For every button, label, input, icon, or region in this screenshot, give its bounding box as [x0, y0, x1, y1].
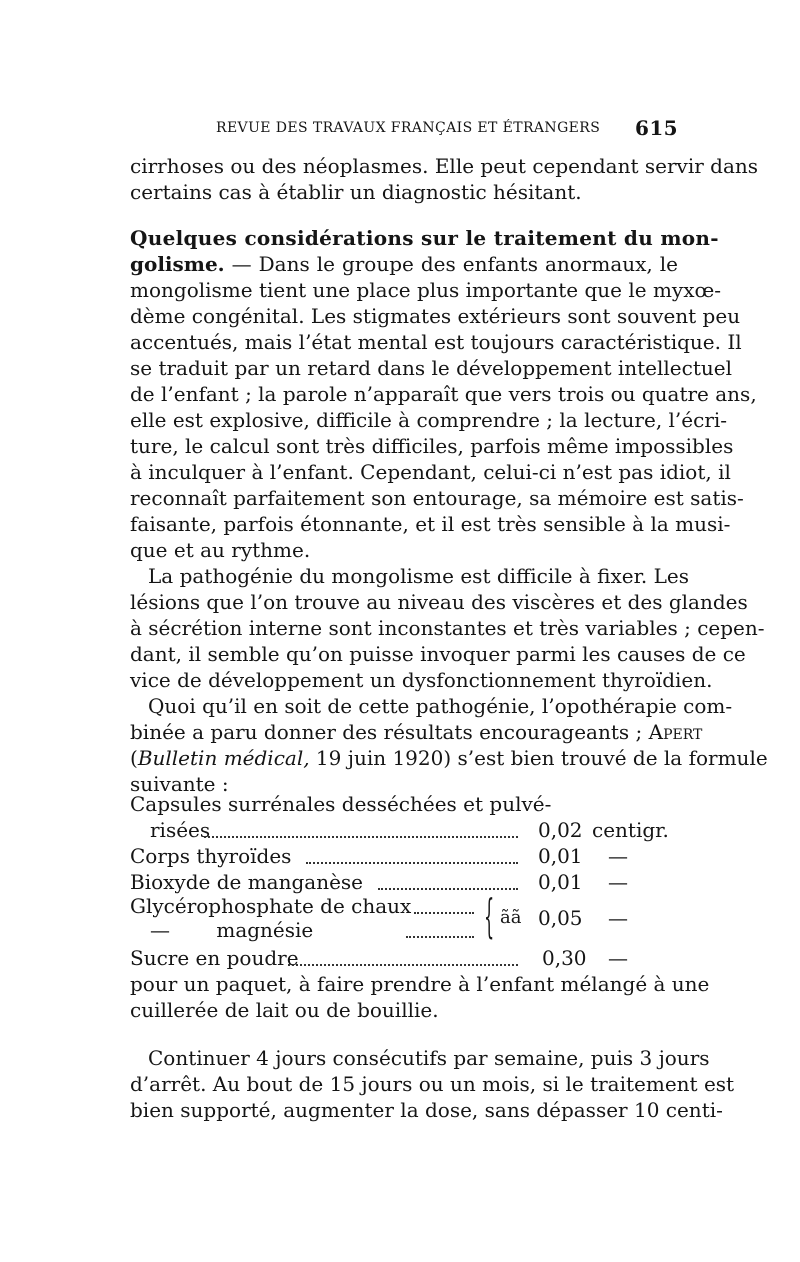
ingredient-quantity: 0,01 — [538, 870, 583, 894]
formula-row — [130, 944, 678, 972]
text-line: certains cas à établir un diagnostic hésitant. — [130, 180, 582, 204]
curly-brace-icon: { — [484, 889, 495, 943]
ingredient-quantity: 0,05 — [538, 906, 583, 930]
text-line — [130, 250, 678, 278]
formula-row — [130, 816, 678, 844]
text-line: suivante : — [130, 772, 229, 796]
dot-leader — [406, 936, 474, 938]
text-line — [130, 744, 768, 772]
journal-title: Bulletin médical, — [137, 746, 310, 770]
formula-row — [130, 790, 678, 818]
ingredient-name: Sucre en poudre — [130, 946, 299, 970]
text-line: dème congénital. Les stigmates extérieurs sont souvent peu — [130, 304, 741, 328]
dot-leader — [306, 862, 518, 864]
text-run: 19 juin 1920) s’est bien trouvé de la formule — [309, 746, 768, 770]
text-line: à sécrétion interne sont inconstantes et très variables ; cepen- — [130, 616, 765, 640]
ingredient-unit: centigr. — [592, 818, 669, 842]
text-line: ture, le calcul sont très difficiles, parfois même impossibles — [130, 434, 734, 458]
author-name: Apert — [648, 720, 703, 744]
text-run: ( — [130, 746, 138, 770]
ingredient-name: Bioxyde de manganèse — [130, 870, 364, 894]
text-line: d’arrêt. Au bout de 15 jours ou un mois, si le traitement est — [130, 1072, 735, 1096]
dot-leader — [204, 836, 518, 838]
text-line: reconnaît parfaitement son entourage, sa mémoire est satis- — [130, 486, 744, 510]
ingredient-name: Glycérophosphate de chaux — [130, 894, 412, 918]
text-line: que et au rythme. — [130, 538, 311, 562]
formula-row — [130, 842, 678, 870]
ingredient-name: risées — [150, 818, 211, 842]
text-line: elle est explosive, difficile à comprendre ; la lecture, l’écri- — [130, 408, 728, 432]
text-line: pour un paquet, à faire prendre à l’enfant mélangé à une — [130, 972, 710, 996]
ingredient-name: — magnésie — [150, 918, 314, 942]
ingredient-unit: — — [608, 906, 628, 930]
ingredient-unit: — — [608, 946, 628, 970]
text-line: accentués, mais l’état mental est toujours caractéristique. Il — [130, 330, 742, 354]
text-run: binée a paru donner des résultats encourageants ; — [130, 720, 643, 744]
ingredient-quantity: 0,02 — [538, 818, 583, 842]
text-line: vice de développement un dysfonctionnement thyroïdien. — [130, 668, 713, 692]
text-line: cuillerée de lait ou de bouillie. — [130, 998, 439, 1022]
text-run: — Dans le groupe des enfants anormaux, le — [224, 252, 678, 276]
text-line: bien supporté, augmenter la dose, sans dépasser 10 centi- — [130, 1098, 723, 1122]
text-line: se traduit par un retard dans le développement intellectuel — [130, 356, 732, 380]
text-line: Continuer 4 jours consécutifs par semaine, puis 3 jours — [148, 1046, 710, 1070]
ingredient-quantity: 0,30 — [542, 946, 587, 970]
text-line: La pathogénie du mongolisme est difficile à fixer. Les — [148, 564, 690, 588]
ingredient-unit: — — [608, 844, 628, 868]
text-line — [130, 718, 703, 746]
dot-leader — [378, 888, 518, 890]
running-head-title: REVUE DES TRAVAUX FRANÇAIS ET ÉTRANGERS — [216, 120, 601, 136]
text-line: Quoi qu’il en soit de cette pathogénie, l’opothérapie com- — [148, 694, 733, 718]
dot-leader — [288, 964, 518, 966]
text-line: de l’enfant ; la parole n’apparaît que vers trois ou quatre ans, — [130, 382, 757, 406]
page-number: 615 — [635, 116, 678, 140]
section-heading-continued: golisme. — [130, 252, 225, 276]
ingredient-name: Capsules surrénales desséchées et pulvé- — [130, 792, 552, 816]
ana-partes-aequales-label: ãã — [500, 907, 522, 928]
text-line: à inculquer à l’enfant. Cependant, celui-ci n’est pas idiot, il — [130, 460, 731, 484]
ingredient-quantity: 0,01 — [538, 844, 583, 868]
running-head — [130, 116, 678, 140]
ingredient-name: Corps thyroïdes — [130, 844, 292, 868]
ingredient-unit: — — [608, 870, 628, 894]
text-line: dant, il semble qu’on puisse invoquer parmi les causes de ce — [130, 642, 746, 666]
text-line: faisante, parfois étonnante, et il est très sensible à la musi- — [130, 512, 731, 536]
dot-leader — [414, 912, 474, 914]
text-line: cirrhoses ou des néoplasmes. Elle peut cependant servir dans — [130, 154, 759, 178]
text-line: lésions que l’on trouve au niveau des viscères et des glandes — [130, 590, 748, 614]
text-line: mongolisme tient une place plus importante que le myxœ- — [130, 278, 722, 302]
section-heading: Quelques considérations sur le traitement du mon- — [130, 226, 719, 250]
